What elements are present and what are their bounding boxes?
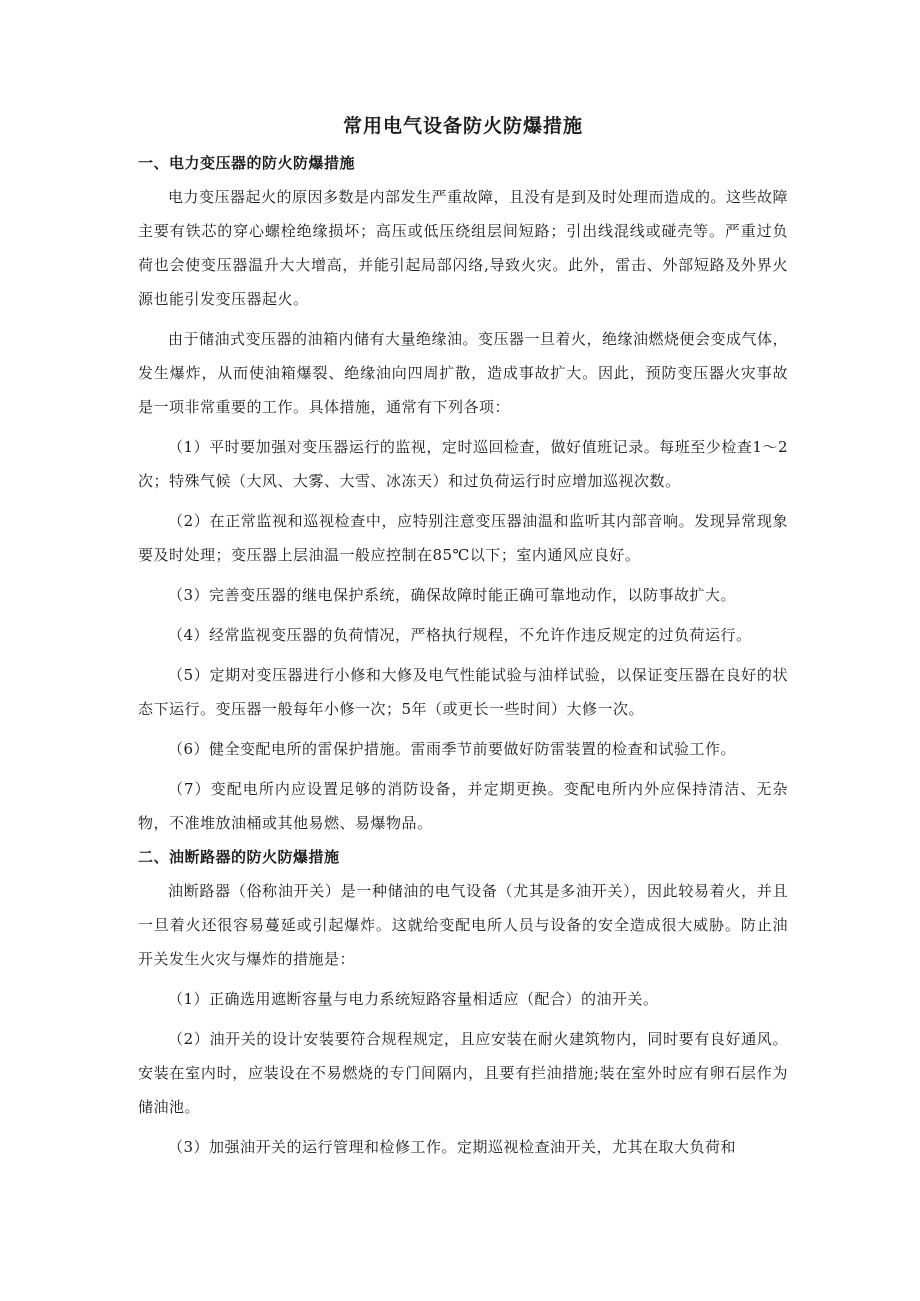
paragraph: （4）经常监视变压器的负荷情况，严格执行规程，不允许作违反规定的过负荷运行。 bbox=[168, 626, 752, 644]
paragraph: （5）定期对变压器进行小修和大修及电气性能试验与油样试验，以保证变压器在良好的状态下运行。变压器一般每年小修一次；5年（或更长一些时间）大修一次。 bbox=[138, 666, 788, 718]
paragraph: （1）平时要加强对变压器运行的监视，定时巡回检查，做好值班记录。每班至少检查1～2次；特殊气候（大风、大雾、大雪、冰冻天）和过负荷运行时应增加巡视次数。 bbox=[138, 438, 788, 490]
paragraph: 电力变压器起火的原因多数是内部发生严重故障，且没有是到及时处理而造成的。这些故障主要有铁芯的穿心螺栓绝缘损坏；高压或低压绕组层间短路；引出线混线或碰壳等。严重过负荷也会使变压器温升大大增高，并能引起局部闪络,导致火灾。此外，雷击、外部短路及外界火源也能引发变压器起火。 bbox=[138, 188, 789, 308]
page-title: 常用电气设备防火防爆措施 bbox=[342, 115, 583, 137]
paragraph: （2）在正常监视和巡视检查中，应特别注意变压器油温和监听其内部音响。发现异常现象要及时处理；变压器上层油温一般应控制在85℃以下；室内通风应良好。 bbox=[138, 512, 788, 564]
section-heading-oil-breaker: 二、油断路器的防火防爆措施 bbox=[138, 848, 340, 866]
paragraph: 由于储油式变压器的油箱内储有大量绝缘油。变压器一旦着火，绝缘油燃烧便会变成气体，发生爆炸，从而使油箱爆裂、绝缘油向四周扩散，造成事故扩大。因此，预防变压器火灾事故是一项非常重要的工作。具体措施，通常有下列各项： bbox=[138, 330, 789, 416]
paragraph: （1）正确选用遮断容量与电力系统短路容量相适应（配合）的油开关。 bbox=[168, 990, 659, 1008]
paragraph: （3）加强油开关的运行管理和检修工作。定期巡视检查油开关，尤其在取大负荷和 bbox=[168, 1138, 737, 1156]
paragraph: （3）完善变压器的继电保护系统，确保故障时能正确可靠地动作，以防事故扩大。 bbox=[168, 586, 737, 604]
paragraph: （2）油开关的设计安装要符合规程规定，且应安装在耐火建筑物内，同时要有良好通风。安装在室内时，应装设在不易燃烧的专门间隔内，且要有拦油措施;装在室外时应有卵石层作为储油池。 bbox=[138, 1030, 788, 1116]
paragraph: 油断路器（俗称油开关）是一种储油的电气设备（尤其是多油开关），因此较易着火，并且一旦着火还很容易蔓延或引起爆炸。这就给变配电所人员与设备的安全造成很大威胁。防止油开关发生火灾与爆炸的措施是： bbox=[138, 882, 788, 968]
document-page bbox=[138, 112, 788, 1164]
paragraph: （7）变配电所内应设置足够的消防设备，并定期更换。变配电所内外应保持清洁、无杂物，不准堆放油桶或其他易燃、易爆物品。 bbox=[138, 780, 788, 832]
section-heading-transformer: 一、电力变压器的防火防爆措施 bbox=[138, 154, 356, 172]
paragraph: （6）健全变配电所的雷保护措施。雷雨季节前要做好防雷装置的检查和试验工作。 bbox=[168, 740, 737, 758]
